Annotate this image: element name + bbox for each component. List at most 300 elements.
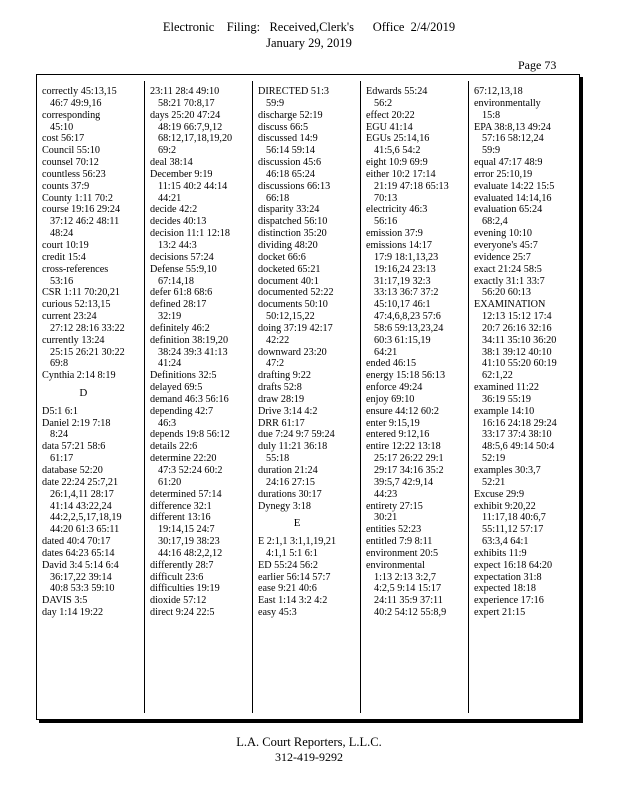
- index-ref-line: 24:11 35:9 37:11: [374, 595, 443, 607]
- index-term-line: decide 42:2: [150, 204, 198, 216]
- index-entry: [150, 394, 232, 406]
- index-ref-line: 59:9: [266, 97, 285, 109]
- index-term-line: data 57:21 58:6: [42, 441, 106, 453]
- index-term-line: evening 10:10: [474, 228, 533, 240]
- index-entry: [366, 169, 449, 205]
- index-ref-line: 12:13 15:12 17:4: [482, 311, 552, 323]
- index-ref-line: 44:23: [374, 488, 398, 500]
- index-ref-line: 19:16,24 23:13: [374, 263, 436, 275]
- index-entry: [258, 240, 336, 252]
- index-ref-line: 25:15 26:21 30:22: [50, 346, 125, 358]
- index-entry: [150, 512, 232, 559]
- index-ref-line: 56:14 59:14: [266, 145, 315, 157]
- index-entry: [366, 429, 449, 441]
- index-term-line: entities 52:23: [366, 524, 422, 536]
- index-entry: [42, 110, 125, 134]
- index-entry: [42, 145, 125, 157]
- index-entry: [366, 122, 449, 134]
- index-entry: [258, 382, 336, 394]
- index-ref-line: 38:1 39:12 40:10: [482, 346, 552, 358]
- index-entry: [42, 240, 125, 252]
- index-ref-line: 33:13 36:7 37:2: [374, 287, 439, 299]
- index-entry: [42, 264, 125, 288]
- index-column-2: [150, 86, 232, 619]
- index-entry: [474, 252, 557, 264]
- index-entry: [42, 441, 125, 465]
- index-term-line: course 19:16 29:24: [42, 204, 121, 216]
- filing-date: January 29, 2019: [266, 36, 352, 50]
- index-term-line: entire 12:22 13:18: [366, 441, 441, 453]
- index-entry: [42, 287, 125, 299]
- index-ref-line: 46:7 49:9,16: [50, 97, 102, 109]
- index-term-line: document 40:1: [258, 275, 319, 287]
- index-entry: [150, 607, 232, 619]
- index-entry: [474, 382, 557, 406]
- index-letter-heading: E: [293, 517, 301, 530]
- index-term-line: exact 21:24 58:5: [474, 263, 542, 275]
- index-column-5: [474, 86, 557, 619]
- index-ref-line: 15:8: [482, 109, 501, 121]
- index-ref-line: 36:19 55:19: [482, 393, 531, 405]
- index-entry: [366, 110, 449, 122]
- index-ref-line: 56:2: [374, 97, 393, 109]
- index-ref-line: 32:19: [158, 311, 182, 323]
- index-entry: [42, 536, 125, 548]
- column-divider: [468, 81, 469, 713]
- index-entry: [150, 228, 232, 252]
- index-entry: [258, 501, 336, 513]
- index-term-line: details 22:6: [150, 441, 198, 453]
- index-entry: [474, 169, 557, 181]
- index-term-line: EGUs 25:14,16: [366, 133, 430, 145]
- index-ref-line: 44:21: [158, 192, 182, 204]
- index-term-line: enjoy 69:10: [366, 393, 415, 405]
- index-ref-line: 47:2: [266, 358, 285, 370]
- index-term-line: Dynegy 3:18: [258, 500, 311, 512]
- index-term-line: evaluation 65:24: [474, 204, 543, 216]
- index-entry: [258, 287, 336, 299]
- index-entry: [258, 86, 336, 110]
- index-entry: [474, 157, 557, 169]
- index-ref-line: 63:3,4 64:1: [482, 536, 529, 548]
- index-ref-line: 53:16: [50, 275, 74, 287]
- index-entry: [150, 429, 232, 441]
- index-term-line: currently 13:24: [42, 334, 105, 346]
- index-ref-line: 29:17 34:16 35:2: [374, 465, 444, 476]
- index-entry: [150, 572, 232, 584]
- index-entry: [366, 86, 449, 110]
- index-ref-line: 24:16 27:15: [266, 476, 315, 488]
- index-ref-line: 16:16 24:18 29:24: [482, 417, 557, 429]
- index-term-line: exactly 31:1 33:7: [474, 275, 545, 287]
- index-entry: [474, 193, 557, 205]
- index-term-line: EGU 41:14: [366, 121, 413, 133]
- index-term-line: David 3:4 5:14 6:4: [42, 559, 119, 571]
- index-entry: [258, 607, 336, 619]
- index-ref-line: 70:13: [374, 192, 398, 204]
- index-term-line: decides 40:13: [150, 216, 207, 228]
- index-entry: [42, 406, 125, 418]
- index-ref-line: 26:1,4,11 28:17: [50, 488, 114, 500]
- index-ref-line: 48:5,6 49:14 50:4: [482, 441, 555, 453]
- index-term-line: direct 9:24 22:5: [150, 607, 215, 619]
- index-entry: [42, 477, 125, 536]
- index-ref-line: 66:18: [266, 192, 290, 204]
- index-entry: [42, 595, 125, 607]
- index-entry: [474, 560, 557, 572]
- index-entry: [42, 169, 125, 181]
- index-entry: [150, 287, 232, 299]
- index-entry: [258, 465, 336, 489]
- index-ref-line: 69:8: [50, 358, 69, 370]
- index-ref-line: 17:9 18:1,13,23: [374, 251, 439, 263]
- index-entry: [42, 299, 125, 311]
- index-term-line: corresponding: [42, 109, 101, 121]
- index-term-line: dated 40:4 70:17: [42, 536, 111, 548]
- index-term-line: East 1:14 3:2 4:2: [258, 595, 328, 607]
- index-ref-line: 68:2,4: [482, 216, 508, 228]
- index-ref-line: 4:2,5 9:14 15:17: [374, 583, 442, 595]
- index-term-line: disparity 33:24: [258, 204, 320, 216]
- index-entry: [474, 465, 557, 489]
- index-term-line: Edwards 55:24: [366, 86, 428, 97]
- index-ref-line: 50:12,15,22: [266, 311, 315, 323]
- index-term-line: earlier 56:14 57:7: [258, 571, 331, 583]
- index-term-line: expectation 31:8: [474, 571, 542, 583]
- index-ref-line: 55:11,12 57:17: [482, 524, 544, 536]
- index-entry: [150, 560, 232, 572]
- index-term-line: emission 37:9: [366, 228, 423, 240]
- index-term-line: duly 11:21 36:18: [258, 441, 328, 453]
- index-entry: [258, 370, 336, 382]
- page-number: Page 73: [518, 58, 557, 72]
- index-entry: [42, 418, 125, 442]
- index-term-line: electricity 46:3: [366, 204, 428, 216]
- index-ref-line: 48:24: [50, 228, 74, 240]
- index-entry: [150, 110, 232, 157]
- index-ref-line: 34:11 35:10 36:20: [482, 334, 557, 346]
- index-entry: [258, 252, 336, 264]
- index-entry: [258, 595, 336, 607]
- index-term-line: E 2:1,1 3:1,1,19,21: [258, 536, 337, 548]
- index-entry: [474, 228, 557, 240]
- index-term-line: CSR 1:11 70:20,21: [42, 287, 121, 299]
- index-term-line: everyone's 45:7: [474, 239, 538, 251]
- index-entry: [150, 323, 232, 335]
- index-entry: [474, 501, 557, 548]
- index-term-line: equal 47:17 48:9: [474, 157, 543, 169]
- index-term-line: demand 46:3 56:16: [150, 393, 229, 405]
- index-term-line: examples 30:3,7: [474, 465, 541, 476]
- index-term-line: current 23:24: [42, 311, 97, 323]
- index-ref-line: 39:5,7 42:9,14: [374, 476, 434, 488]
- index-entry: [258, 133, 336, 157]
- index-entry: [474, 583, 557, 595]
- index-term-line: evaluate 14:22 15:5: [474, 180, 555, 192]
- index-term-line: Cynthia 2:14 8:19: [42, 370, 116, 382]
- index-ref-line: 11:17,18 40:6,7: [482, 512, 546, 524]
- index-entry: [366, 370, 449, 382]
- index-entry: [150, 264, 232, 288]
- column-divider: [252, 81, 253, 713]
- index-term-line: DAVIS 3:5: [42, 595, 88, 607]
- index-term-line: discharge 52:19: [258, 109, 323, 121]
- index-term-line: expected 18:18: [474, 583, 536, 595]
- index-term-line: determine 22:20: [150, 453, 217, 465]
- index-frame: [36, 74, 580, 720]
- index-ref-line: 40:8 53:3 59:10: [50, 583, 115, 595]
- index-term-line: entered 9:12,16: [366, 429, 430, 441]
- index-ref-line: 25:17 26:22 29:1: [374, 453, 444, 465]
- index-term-line: due 7:24 9:7 59:24: [258, 429, 335, 441]
- index-ref-line: 33:17 37:4 38:10: [482, 429, 552, 441]
- index-entry: [258, 347, 336, 371]
- index-term-line: curious 52:13,15: [42, 299, 111, 311]
- index-entry: [42, 465, 125, 477]
- index-ref-line: 13:2 44:3: [158, 239, 197, 251]
- index-entry: [42, 607, 125, 619]
- index-term-line: Council 55:10: [42, 145, 101, 157]
- index-ref-line: 67:14,18: [158, 275, 194, 287]
- index-entry: [258, 157, 336, 181]
- index-ref-line: 64:21: [374, 346, 398, 358]
- index-ref-line: 44:16 48:2,2,12: [158, 547, 223, 559]
- reporter-company: L.A. Court Reporters, L.L.C.: [236, 735, 382, 749]
- index-term-line: correctly 45:13,15: [42, 86, 117, 97]
- index-ref-line: 38:24 39:3 41:13: [158, 346, 228, 358]
- index-entry: [150, 406, 232, 430]
- index-entry: [366, 406, 449, 418]
- index-ref-line: 55:18: [266, 453, 290, 465]
- index-entry: [42, 157, 125, 169]
- index-term-line: dates 64:23 65:14: [42, 547, 115, 559]
- index-term-line: energy 15:18 56:13: [366, 370, 446, 382]
- index-entry: [366, 501, 449, 525]
- index-term-line: either 10:2 17:14: [366, 168, 436, 180]
- index-ref-line: 42:22: [266, 334, 290, 346]
- index-term-line: effect 20:22: [366, 109, 415, 121]
- index-entry: [366, 204, 449, 228]
- index-term-line: discussion 45:6: [258, 157, 322, 169]
- index-term-line: draw 28:19: [258, 393, 305, 405]
- index-entry: [366, 394, 449, 406]
- index-term-line: differently 28:7: [150, 559, 214, 571]
- index-entry: [42, 252, 125, 264]
- index-entry: [258, 276, 336, 288]
- index-ref-line: 52:21: [482, 476, 506, 488]
- index-term-line: depending 42:7: [150, 405, 214, 417]
- index-entry: [366, 133, 449, 157]
- index-term-line: Daniel 2:19 7:18: [42, 417, 111, 429]
- index-ref-line: 60:3 61:15,19: [374, 334, 431, 346]
- index-entry: [42, 370, 125, 382]
- index-entry: [474, 181, 557, 193]
- index-term-line: evaluated 14:14,16: [474, 192, 552, 204]
- index-entry: [150, 501, 232, 513]
- index-ref-line: 62:1,22: [482, 370, 513, 382]
- index-term-line: distinction 35:20: [258, 228, 327, 240]
- index-term-line: evidence 25:7: [474, 251, 531, 263]
- index-ref-line: 44:2,2,5,17,18,19: [50, 512, 122, 524]
- index-term-line: D5:1 6:1: [42, 405, 78, 417]
- index-ref-line: 27:12 28:16 33:22: [50, 322, 125, 334]
- index-term-line: counsel 70:12: [42, 157, 99, 169]
- index-ref-line: 61:20: [158, 476, 182, 488]
- index-entry: [150, 595, 232, 607]
- index-entry: [366, 548, 449, 560]
- index-ref-line: 41:5,6 54:2: [374, 145, 421, 157]
- index-term-line: downward 23:20: [258, 346, 327, 358]
- index-term-line: decision 11:1 12:18: [150, 228, 230, 240]
- index-entry: [366, 382, 449, 394]
- index-term-line: date 22:24 25:7,21: [42, 476, 119, 488]
- index-entry: [366, 157, 449, 169]
- index-term-line: dioxide 57:12: [150, 595, 207, 607]
- index-term-line: determined 57:14: [150, 488, 222, 500]
- index-ref-line: 61:17: [50, 453, 74, 465]
- index-entry: [474, 204, 557, 228]
- index-entry: [258, 264, 336, 276]
- index-term-line: credit 15:4: [42, 251, 86, 263]
- index-ref-line: 59:9: [482, 145, 501, 157]
- index-entry: [150, 489, 232, 501]
- index-column-3: [258, 86, 336, 619]
- index-entry: [366, 418, 449, 430]
- index-entry: [474, 264, 557, 276]
- index-term-line: ED 55:24 56:2: [258, 559, 318, 571]
- index-entry: [474, 406, 557, 465]
- index-term-line: EXAMINATION: [474, 299, 546, 311]
- index-term-line: documents 50:10: [258, 299, 328, 311]
- index-entry: [474, 607, 557, 619]
- index-term-line: drafting 9:22: [258, 370, 311, 382]
- index-entry: [258, 204, 336, 216]
- index-term-line: 67:12,13,18: [474, 86, 523, 97]
- index-ref-line: 41:24: [158, 358, 182, 370]
- index-entry: [42, 311, 125, 335]
- index-term-line: counts 37:9: [42, 180, 90, 192]
- index-term-line: Definitions 32:5: [150, 370, 217, 382]
- index-term-line: environment 20:5: [366, 547, 439, 559]
- index-term-line: defined 28:17: [150, 299, 207, 311]
- index-term-line: dividing 48:20: [258, 239, 318, 251]
- index-entry: [258, 406, 336, 418]
- index-entry: [150, 382, 232, 394]
- index-entry: [150, 583, 232, 595]
- index-entry: [42, 335, 125, 371]
- index-term-line: day 1:14 19:22: [42, 607, 104, 619]
- index-entry: [366, 240, 449, 358]
- index-entry: [474, 548, 557, 560]
- index-ref-line: 57:16 58:12,24: [482, 133, 544, 145]
- index-entry: [150, 453, 232, 489]
- index-term-line: different 13:16: [150, 512, 211, 524]
- index-term-line: days 25:20 47:24: [150, 109, 221, 121]
- index-entry: [474, 595, 557, 607]
- index-entry: [42, 204, 125, 240]
- index-term-line: environmentally: [474, 97, 541, 109]
- index-entry: [258, 323, 336, 347]
- index-term-line: dispatched 56:10: [258, 216, 328, 228]
- index-term-line: doing 37:19 42:17: [258, 322, 333, 334]
- index-entry: [42, 560, 125, 596]
- index-ref-line: 1:13 2:13 3:2,7: [374, 571, 436, 583]
- index-term-line: expect 16:18 64:20: [474, 559, 553, 571]
- index-entry: [474, 122, 557, 158]
- index-entry: [42, 181, 125, 193]
- index-ref-line: 44:20 61:3 65:11: [50, 524, 120, 536]
- index-term-line: ease 9:21 40:6: [258, 583, 317, 595]
- index-ref-line: 19:14,15 24:7: [158, 524, 215, 536]
- index-term-line: expert 21:15: [474, 607, 526, 619]
- index-ref-line: 47:3 52:24 60:2: [158, 465, 223, 476]
- index-entry: [366, 358, 449, 370]
- index-ref-line: 48:19 66:7,9,12: [158, 121, 223, 133]
- index-term-line: durations 30:17: [258, 488, 322, 500]
- index-entry: [474, 299, 557, 382]
- index-entry: [366, 536, 449, 548]
- index-ref-line: 69:2: [158, 145, 177, 157]
- index-ref-line: 36:17,22 39:14: [50, 571, 112, 583]
- index-term-line: Excuse 29:9: [474, 488, 525, 500]
- index-ref-line: 21:19 47:18 65:13: [374, 180, 449, 192]
- index-entry: [258, 216, 336, 228]
- index-entry: [258, 536, 336, 560]
- index-entry: [150, 335, 232, 371]
- index-term-line: DRR 61:17: [258, 417, 305, 429]
- index-entry: [258, 122, 336, 134]
- index-term-line: discussions 66:13: [258, 180, 331, 192]
- index-column-1: [42, 86, 125, 619]
- index-term-line: definitely 46:2: [150, 322, 210, 334]
- index-term-line: defer 61:8 68:6: [150, 287, 213, 299]
- index-entry: [366, 524, 449, 536]
- column-divider: [144, 81, 145, 713]
- index-term-line: experience 17:16: [474, 595, 544, 607]
- index-ref-line: 45:10,17 46:1: [374, 299, 431, 311]
- index-term-line: error 25:10,19: [474, 168, 533, 180]
- index-entry: [474, 240, 557, 252]
- index-term-line: difference 32:1: [150, 500, 212, 512]
- index-term-line: duration 21:24: [258, 465, 318, 476]
- index-entry: [258, 441, 336, 465]
- index-term-line: emissions 14:17: [366, 239, 432, 251]
- index-term-line: enter 9:15,19: [366, 417, 420, 429]
- index-term-line: ended 46:15: [366, 358, 417, 370]
- index-term-line: database 52:20: [42, 465, 103, 476]
- index-entry: [42, 193, 125, 205]
- index-entry: [366, 441, 449, 500]
- index-ref-line: 8:24: [50, 429, 69, 441]
- index-term-line: EPA 38:8,13 49:24: [474, 121, 551, 133]
- index-entry: [150, 299, 232, 323]
- index-entry: [474, 489, 557, 501]
- index-entry: [366, 228, 449, 240]
- index-entry: [474, 572, 557, 584]
- index-term-line: eight 10:9 69:9: [366, 157, 428, 169]
- index-entry: [150, 370, 232, 382]
- index-term-line: countless 56:23: [42, 168, 106, 180]
- index-ref-line: 41:14 43:22,24: [50, 500, 112, 512]
- index-term-line: enforce 49:24: [366, 382, 423, 394]
- index-term-line: December 9:19: [150, 168, 213, 180]
- index-entry: [42, 133, 125, 145]
- index-entry: [258, 181, 336, 205]
- index-entry: [150, 169, 232, 205]
- index-ref-line: 56:20 60:13: [482, 287, 531, 299]
- index-term-line: cross-references: [42, 263, 109, 275]
- index-ref-line: 4:1,1 5:1 6:1: [266, 547, 318, 559]
